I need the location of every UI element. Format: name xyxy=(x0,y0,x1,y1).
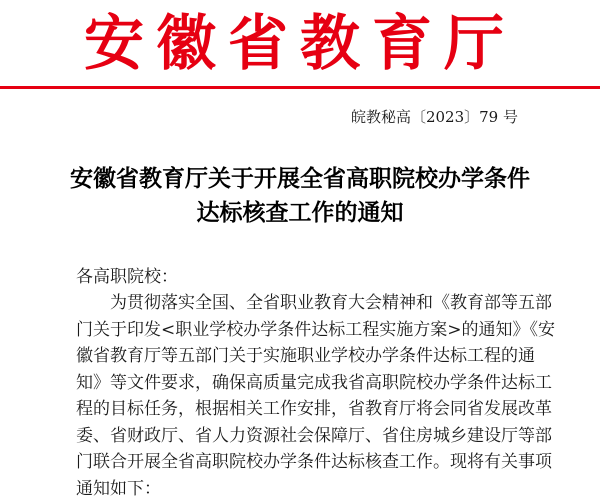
body-line: 通知如下： xyxy=(76,478,161,499)
body-line: 知》等文件要求，确保高质量完成我省高职院校办学条件达标工 xyxy=(76,372,552,393)
body-line: 徽省教育厅等五部门关于实施职业学校办学条件达标工程的通 xyxy=(76,346,535,366)
document-title-line: 达标核查工作的通知 xyxy=(196,199,404,226)
body-line: 门联合开展全省高职院校办学条件达标核查工作。现将有关事项 xyxy=(76,452,552,472)
masthead-red-rule xyxy=(0,86,600,89)
salutation: 各高职院校： xyxy=(76,267,178,287)
document-title-line: 安徽省教育厅关于开展全省高职院校办学条件 xyxy=(70,165,530,192)
red-masthead: 安徽省教育厅 xyxy=(84,9,516,79)
body-line: 为贯彻落实全国、全省职业教育大会精神和《教育部等五部 xyxy=(110,293,552,313)
document-title xyxy=(0,162,600,230)
document-number: 皖教秘高〔2023〕79 号 xyxy=(350,108,518,126)
body-line: 程的目标任务，根据相关工作安排，省教育厅将会同省发展改革 xyxy=(76,399,552,419)
body-line: 门关于印发<职业学校办学条件达标工程实施方案>的通知》《安 xyxy=(76,319,555,340)
body-line: 委、省财政厅、省人力资源社会保障厅、省住房城乡建设厅等部 xyxy=(76,425,552,446)
document-body xyxy=(76,290,555,502)
